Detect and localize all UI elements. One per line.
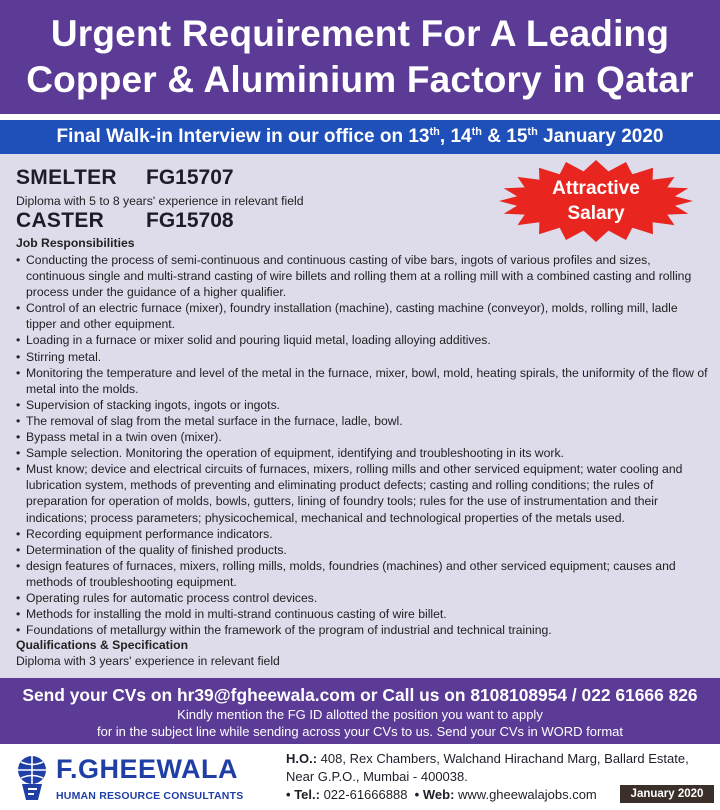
attractive-salary-badge bbox=[498, 159, 694, 243]
badge-line-1: Attractive bbox=[552, 178, 640, 199]
responsibility-item: • Monitoring the temperature and level of the metal in the furnace, mixer, bowl, mold, heating spirals, the uniformity of the flow of metal into the molds. bbox=[16, 365, 706, 397]
headline-line-2: Copper & Aluminium Factory in Qatar bbox=[26, 59, 694, 100]
position-requirement: Diploma with 5 to 8 years' experience in relevant field bbox=[16, 194, 304, 208]
responsibility-item: • Determination of the quality of finished products. bbox=[16, 542, 706, 558]
responsibility-item: • Foundations of metallurgy within the framework of the program of industrial and technical training. bbox=[16, 622, 706, 638]
company-name: F.GHEEWALA bbox=[56, 754, 239, 784]
globe-logo-icon bbox=[12, 753, 52, 803]
responsibility-item: • design features of furnaces, mixers, rolling mills, molds, foundries (machines) and other serviced equipment; causes and methods of troubleshooting equipment. bbox=[16, 558, 706, 590]
contact-main: Send your CVs on hr39@fgheewala.com or Call us on 8108108954 / 022 61666 826 bbox=[22, 685, 698, 705]
position-title: SMELTER bbox=[16, 166, 117, 189]
responsibility-item: • Methods for installing the mold in multi-strand continuous casting of wire billet. bbox=[16, 606, 706, 622]
responsibility-item: • Sample selection. Monitoring the operation of equipment, identifying and troubleshooting in its work. bbox=[16, 445, 706, 461]
responsibility-item: • Control of an electric furnace (mixer), foundry installation (machine), casting machine (conveyor), molds, rolling mill, ladle tipper and other equipment. bbox=[16, 300, 706, 332]
position-code: FG15708 bbox=[146, 209, 234, 232]
responsibility-item: • Bypass metal in a twin oven (mixer). bbox=[16, 429, 706, 445]
company-tagline: HUMAN RESOURCE CONSULTANTS bbox=[56, 790, 244, 802]
responsibility-item: • Recording equipment performance indicators. bbox=[16, 526, 706, 542]
responsibilities-heading: Job Responsibilities bbox=[16, 236, 135, 250]
badge-line-2: Salary bbox=[567, 203, 625, 224]
responsibility-item: • Loading in a furnace or mixer solid and pouring liquid metal, loading alloying additives. bbox=[16, 332, 706, 348]
responsibilities-list bbox=[16, 252, 706, 638]
date-badge: January 2020 bbox=[620, 785, 714, 803]
responsibility-item: • Stirring metal. bbox=[16, 349, 706, 365]
headline-line-1: Urgent Requirement For A Leading bbox=[50, 13, 670, 54]
responsibility-item: • Conducting the process of semi-continuous and continuous casting of vibe bars, ingots of various profiles and sizes, continuous single and multi-strand casting of wire billets and rolling them at a rolling mill with a combined casting and rolling process under the guidance of a higher qualifier. bbox=[16, 252, 706, 300]
position-code: FG15707 bbox=[146, 166, 234, 189]
contact-note-2: for in the subject line while sending across your CVs to us. Send your CVs in WORD format bbox=[97, 724, 623, 739]
company-footer bbox=[0, 744, 720, 810]
headline-banner bbox=[0, 0, 720, 114]
contact-note-1: Kindly mention the FG ID allotted the position you want to apply bbox=[177, 707, 543, 722]
interview-banner: Final Walk-in Interview in our office on 13th, 14th & 15th January 2020 bbox=[0, 120, 720, 154]
responsibility-item: • Supervision of stacking ingots, ingots or ingots. bbox=[16, 397, 706, 413]
qualifications-text: Diploma with 3 years' experience in relevant field bbox=[16, 654, 280, 669]
qualifications-heading: Qualifications & Specification bbox=[16, 638, 189, 653]
company-address: H.O.: 408, Rex Chambers, Walchand Hirachand Marg, Ballard Estate, Near G.P.O., Mumbai - 400038. • Tel.: 022-61666888 • Web: www.gheewalajobs.com bbox=[286, 751, 689, 802]
company-brand bbox=[56, 754, 243, 802]
contact-banner bbox=[0, 678, 720, 744]
responsibility-item: • Operating rules for automatic process control devices. bbox=[16, 590, 706, 606]
position-title: CASTER bbox=[16, 209, 105, 232]
responsibility-item: • The removal of slag from the metal surface in the furnace, ladle, bowl. bbox=[16, 413, 706, 429]
responsibility-item: • Must know; device and electrical circuits of furnaces, mixers, rolling mills and other serviced equipment; water cooling and lubrication system, methods of preventing and eliminating product defects; casting and rolling conditions; the rules of preparation for operation of molds, bowls, gutters, lining of foundry tools; rules for the use of instrumentation and their indications; process parameters; physicochemical, mechanical and technological properties of the metals used. bbox=[16, 461, 706, 525]
